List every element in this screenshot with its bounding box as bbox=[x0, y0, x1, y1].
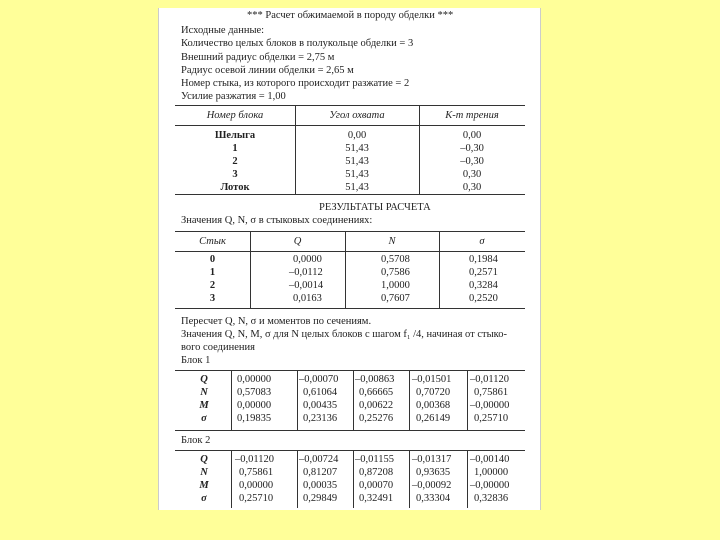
column-header: N bbox=[388, 236, 396, 247]
column-header: Номер блока bbox=[206, 110, 264, 121]
input-line: Номер стыка, из которого происходит разжатие = 2 bbox=[181, 78, 410, 89]
row-label: N bbox=[200, 387, 208, 398]
row-label: M bbox=[199, 400, 209, 411]
input-data-heading: Исходные данные: bbox=[181, 25, 265, 36]
column-header: Стык bbox=[199, 236, 226, 247]
recalc-line: вого соединения bbox=[181, 342, 255, 353]
block-1-label: Блок 1 bbox=[181, 355, 211, 366]
input-line: Радиус осевой линии обделки = 2,65 м bbox=[181, 65, 354, 76]
row-label: σ bbox=[201, 413, 207, 424]
column-header: Q bbox=[293, 236, 302, 247]
row-label: N bbox=[200, 467, 208, 478]
row-label: Q bbox=[200, 454, 208, 465]
results-title: РЕЗУЛЬТАТЫ РАСЧЕТА bbox=[319, 202, 431, 213]
document-title: *** Расчет обжимаемой в породу обделки *** bbox=[247, 10, 454, 21]
block-2-label: Блок 2 bbox=[181, 435, 211, 446]
input-line: Внешний радиус обделки = 2,75 м bbox=[181, 52, 335, 63]
recalc-line: Пересчет Q, N, σ и моментов по сечениям. bbox=[181, 316, 372, 327]
row-label: Q bbox=[200, 374, 208, 385]
row-label: M bbox=[199, 480, 209, 491]
column-header: σ bbox=[479, 236, 485, 247]
results-subtitle: Значения Q, N, σ в стыковых соединениях: bbox=[181, 215, 373, 226]
recalc-line: Значения Q, N, M, σ для N целых блоков с шагом f₁ /4, начиная от стыко- bbox=[181, 329, 507, 340]
row-label: σ bbox=[201, 493, 207, 504]
column-header: Угол охвата bbox=[329, 110, 385, 121]
input-line: Количество целых блоков в полукольце обделки = 3 bbox=[181, 38, 414, 49]
column-header: К-т трения bbox=[445, 110, 499, 121]
input-line: Усилие разжатия = 1,00 bbox=[181, 91, 286, 102]
scanned-document-page: *** Расчет обжимаемой в породу обделки *** Исходные данные: Количество целых блоков в полукольце обделки = 3 Внешний радиус обделки = 2,75 м Радиус осевой линии обделки = 2,65 м Номер стыка, из которого происходит разжатие = 2 Усилие разжатия = 1,00 Номер блока Угол охвата К-т трения Шелыга 0,00 0,00 1 51,43 –0,30 2 51,43 –0,30 3 51,43 0,30 Лоток 51,43 0,30 РЕЗУЛЬТАТЫ РАСЧЕТА Значения Q, N, σ в стыковых соединениях: Стык Q N σ 0 0,0000 0,5708 0,1984 1 –0,0112 0,7586 0,2571 2 –0,0014 1,0000 0,3284 3 0,0163 0,7607 0,2520 Пересчет Q, N, σ и моментов по сечениям. Значения Q, N, M, σ для N целых блоков с шагом f₁ /4, начиная от стыко- вого соединения Блок 1 Q N M σ 0,00000 –0,00070 –0,00863 –0,01501 –0,01120 0,57083 0,61064 0,66665 0,70720 0,75861 0,00000 0,00435 0,00622 0,00368 –0,00000 0,19835 0,23136 0,25276 0,26149 0,25710 Блок 2 Q N M σ –0,01120 –0,00724 –0,01155 –0,01317 –0,00140 0,75861 0,81207 0,87208 0,93635 1,00000 0,00000 0,00035 0,00070 –0,00092 –0,00000 0,25710 0,29849 0,32491 0,33304 0,32836 bbox=[158, 8, 541, 510]
